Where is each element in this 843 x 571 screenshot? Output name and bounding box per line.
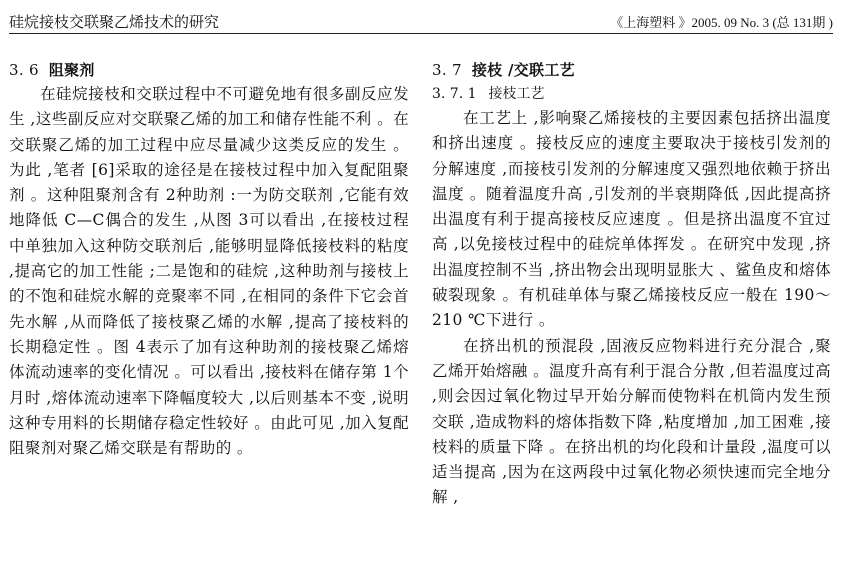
header-rule — [9, 33, 833, 34]
right-column — [432, 58, 831, 511]
section-heading-3-6 — [9, 58, 409, 82]
body-paragraph: 在工艺上 ,影响聚乙烯接枝的主要因素包括挤出温度和挤出速度 。接枝反应的速度主要取决于接枝引发剂的分解速度 ,而接枝引发剂的分解速度又强烈地依赖于挤出温度 。随着温度升高 ,引发剂的半衰期降低 ,因此提高挤出温度有利于提高接枝反应速度 。但是挤出温度不宜过高 ,以免接枝过程中的硅烷单体挥发 。在研究中发现 ,挤出温度控制不当 ,挤出物会出现明显胀大 、鲨鱼皮和熔体破裂现象 。有机硅单体与聚乙烯接枝反应一般在 190～210 ℃下进行 。 — [432, 109, 831, 330]
running-header — [9, 9, 833, 35]
section-heading-3-7 — [432, 58, 831, 82]
header-journal-citation: 《上海塑料 》2005. 09 No. 3 (总 131期 ) — [610, 15, 833, 30]
section-title: 阻聚剂 — [48, 61, 95, 79]
body-paragraph: 在挤出机的预混段 ,固液反应物料进行充分混合 ,聚乙烯开始熔融 。温度升高有利于混合分散 ,但若温度过高 ,则会因过氧化物过早开始分解而使物料在机筒内发生预交联 ,造成物料的熔体指数下降 ,粘度增加 ,加工困难 ,接枝料的质量下降 。在挤出机的均化段和计量段 ,温度可以适当提高 ,因为在这两段中过氧化物必须快速而完全地分解 , — [432, 336, 831, 507]
subsection-number: 3. 7. 1 — [432, 86, 477, 102]
section-number: 3. 7 — [432, 61, 462, 79]
subsection-heading-3-7-1 — [432, 82, 831, 106]
left-column — [9, 58, 409, 461]
section-number: 3. 6 — [9, 61, 39, 79]
subsection-title: 接枝工艺 — [488, 86, 545, 102]
header-article-title: 硅烷接枝交联聚乙烯技术的研究 — [9, 15, 220, 31]
section-title: 接枝 /交联工艺 — [471, 61, 575, 79]
body-paragraph: 在硅烷接枝和交联过程中不可避免地有很多副反应发生 ,这些副反应对交联聚乙烯的加工和储存性能不利 。在交联聚乙烯的加工过程中应尽量减少这类反应的发生 。为此 ,笔者 [6]采取的途径是在接枝过程中加入复配阻聚剂 。这种阻聚剂含有 2种助剂 :一为防交联剂 ,它能有效地降低 C—C偶合的发生 ,从图 3可以看出 ,在接枝过程中单独加入这种防交联剂后 ,能够明显降低接枝料的粘度 ,提高它的加工性能 ;二是饱和的硅烷 ,这种助剂与接枝上的不饱和硅烷水解的竞聚率不同 ,在相同的条件下它会首先水解 ,从而降低了接枝聚乙烯的水解 ,提高了接枝料的长期稳定性 。图 4表示了加有这种助剂的接枝聚乙烯熔体流动速率的变化情况 。可以看出 ,接枝料在储存第 1个月时 ,熔体流动速率下降幅度较大 ,以后则基本不变 ,说明这种专用料的长期储存稳定性较好 。由此可见 ,加入复配阻聚剂对聚乙烯交联是有帮助的 。 — [9, 85, 409, 458]
